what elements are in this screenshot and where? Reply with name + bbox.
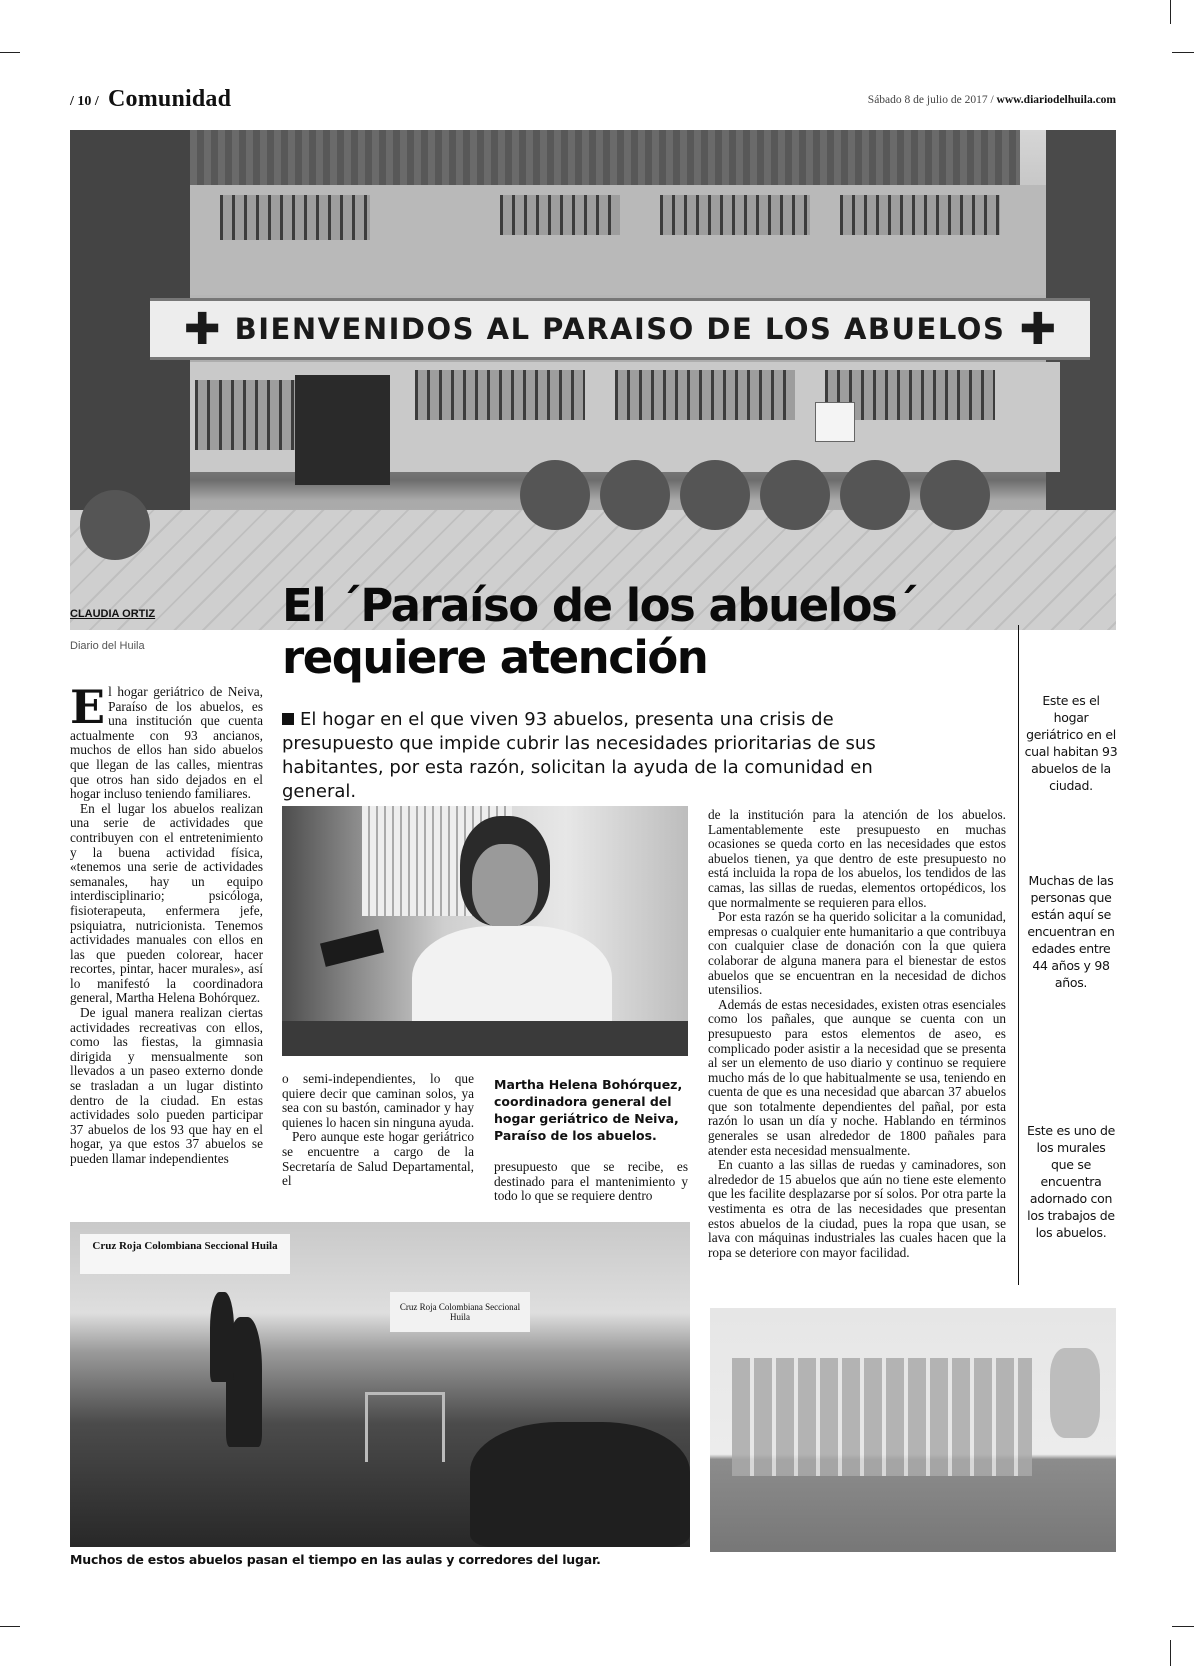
section-title: Comunidad	[108, 86, 232, 112]
window	[615, 370, 795, 420]
wall-plaque	[815, 402, 855, 442]
welcome-sign-text: BIENVENIDOS AL PARAISO DE LOS ABUELOS	[234, 312, 1006, 346]
paragraph: Además de estas necesidades, existen otras esenciales como los pañales, que aunque se cuenta con un presupuesto para estos elementos de aseo, es complicado poder asistir a la necesidad que se presenta al ser un elemento de uso diario y continuo se requiere mucho más de lo que habitualmente se usa, teniendo en cuenta de que es una necesidad que abarcan 37 abuelos que son totalmente dependientes del pañal, por esta razón lo usan un día y noche. Hablando en términos generales se usan alrededor de 1800 pañales para atender esta necesidad mensualmente.	[708, 996, 1006, 1158]
paragraph: o semi-independientes, lo que quiere decir que caminan solos, ya sea con su bastón, caminador y hay quienes lo hacen sin ninguna ayuda.	[282, 1071, 475, 1130]
article-column-2	[282, 1072, 474, 1189]
square-bullet-icon	[282, 713, 294, 725]
window	[660, 195, 810, 235]
window	[500, 195, 620, 235]
cruz-roja-banner: Cruz Roja Colombiana Seccional Huila	[80, 1234, 290, 1274]
side-note-3: Este es uno de los murales que se encuentra adornado con los trabajos de los abuelos.	[1026, 1123, 1116, 1240]
page-number: / 10 /	[70, 94, 99, 109]
paragraph: Pero aunque este hogar geriátrico se encuentre a cargo de la Secretaría de Salud Departamental, el	[282, 1129, 474, 1189]
article-headline	[282, 580, 962, 684]
mural-board	[732, 1358, 1032, 1476]
article-deck	[282, 708, 947, 804]
window	[195, 380, 295, 450]
paragraph: En el lugar los abuelos realizan una serie de actividades que contribuyen con el entretenimiento y la buena actividad física, «tenemos una serie de actividades semanales, hay un equipo interdisciplinario; psicóloga, fisioterapeuta, enfermera jefe, psiquiatra, nutricionista. Tenemos actividades manuales con ellos en las que pueden colorear, hacer recortes, pintar, hacer murales», así lo manifestó la coordinadora general, Martha Helena Bohórquez.	[70, 800, 263, 1006]
side-note-1: Este es el hogar geriátrico en el cual habitan 93 abuelos de la ciudad.	[1024, 693, 1118, 793]
portrait-caption: Martha Helena Bohórquez, coordinadora general del hogar geriátrico de Neiva, Paraíso de los abuelos.	[494, 1077, 683, 1143]
paragraph: de la institución para la atención de los abuelos. Lamentablemente este presupuesto en muchas ocasiones se queda corto en las necesidades que estos abuelos tienen, ya que dentro de este presupuesto no está incluida la ropa de los abuelos, los tendidos de las camas, las sillas de ruedas, elementos ortopédicos, los que normalmente se requieren para ellos.	[708, 807, 1006, 910]
article-column-3	[494, 1160, 688, 1204]
paragraph: En cuanto a las sillas de ruedas y caminadores, son alrededor de 15 abuelos que aún no tiene este elemento que les facilite desplazarse por sí solos. Por otra parte la vestimenta es otra de las necesidades que presentan estos abuelos de la ciudad, pues la ropa que usan, se lava con máquinas industriales las cuales hacen que la ropa se deteriore con mayor facilidad.	[708, 1157, 1006, 1260]
red-cross-icon: ✚	[1019, 303, 1057, 355]
shrub	[920, 460, 990, 530]
page-header	[70, 86, 1116, 116]
hall-photo	[70, 1222, 690, 1547]
shrub	[520, 460, 590, 530]
roof	[120, 130, 1020, 185]
side-note-2: Muchas de las personas que están aquí se encuentran en edades entre 44 años y 98 años.	[1027, 873, 1115, 990]
shrub	[80, 490, 150, 560]
headline-line-2: requiere atención	[282, 631, 708, 684]
paragraph: Por esta razón se ha querido solicitar a la comunidad, empresas o cualquier ente humanitario a que contribuya con cualquier clase de donación con la que quiera colaborar de alguna manera para el bienestar de estos abuelos que se encuentran en la necesidad de dichos utensilios.	[708, 909, 1006, 998]
standing-person	[210, 1292, 234, 1382]
walker	[365, 1392, 445, 1462]
mural-photo	[710, 1308, 1116, 1552]
shrub	[680, 460, 750, 530]
entrance	[295, 375, 390, 485]
site-url[interactable]: www.diariodelhuila.com	[996, 94, 1116, 106]
desk	[282, 1021, 688, 1056]
welcome-sign	[150, 298, 1090, 360]
cruz-roja-sign: Cruz Roja Colombiana Seccional Huila	[390, 1292, 530, 1332]
reclining-man	[470, 1422, 690, 1547]
date-and-site	[868, 94, 1116, 106]
paragraph: presupuesto que se recibe, es destinado para el mantenimiento y todo lo que se requiere dentro	[494, 1159, 688, 1204]
crop-mark	[1172, 52, 1194, 53]
window	[415, 370, 585, 420]
face	[472, 844, 538, 928]
doll-decoration	[1050, 1348, 1100, 1438]
window	[840, 195, 1000, 235]
paragraph: El hogar geriátrico de Neiva, Paraíso de los abuelos, es una institución que cuenta actualmente con 93 ancianos, muchos de ellos han sido abuelos que llegan de las calles, mientras que otros han sido dejados en el hogar incluso teniendo familiares.	[70, 680, 263, 802]
red-cross-icon: ✚	[183, 303, 221, 355]
crop-mark	[0, 52, 20, 53]
shrub	[600, 460, 670, 530]
article-column-4	[708, 808, 1006, 1260]
headline-line-1: El ´Paraíso de los abuelos´	[282, 579, 918, 632]
issue-date: Sábado 8 de julio de 2017 /	[867, 94, 994, 106]
source-credit: Diario del Huila	[70, 640, 145, 652]
shrub	[760, 460, 830, 530]
crop-mark	[1172, 1626, 1194, 1627]
hall-photo-caption: Muchos de estos abuelos pasan el tiempo en las aulas y corredores del lugar.	[70, 1552, 601, 1567]
hero-photo	[70, 130, 1116, 630]
crop-mark	[1170, 0, 1171, 24]
crop-mark	[1170, 1640, 1171, 1666]
window	[220, 195, 370, 240]
deck-text: El hogar en el que viven 93 abuelos, presenta una crisis de presupuesto que impide cubrir las necesidades prioritarias de sus habitantes, por esta razón, solicitan la ayuda de la comunidad en general.	[282, 709, 876, 802]
shrub	[840, 460, 910, 530]
byline: CLAUDIA ORTIZ	[70, 608, 156, 620]
paragraph: De igual manera realizan ciertas actividades recreativas con ellos, como las fiestas, la gimnasia dirigida y mensualmente son llevados a un paseo externo donde se trasladan a un lugar distinto dentro de la ciudad. En estas actividades solo pueden participar 37 abuelos de los 93 que hay en el hogar, ya que estos 37 abuelos se pueden llamar independientes	[70, 1005, 263, 1166]
crop-mark	[0, 1626, 20, 1627]
portrait-photo	[282, 806, 688, 1056]
drop-cap: E	[70, 680, 106, 734]
phone	[320, 929, 384, 967]
side-rule	[1018, 625, 1019, 1285]
article-column-1	[70, 680, 263, 1167]
